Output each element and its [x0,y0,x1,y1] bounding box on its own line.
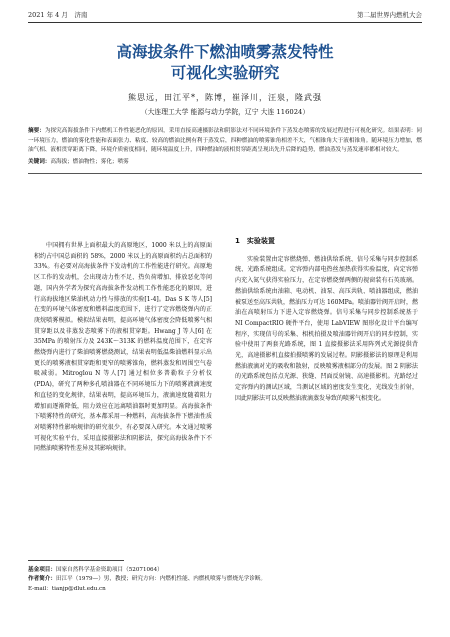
abstract-text: 为探究高海拔条件下内燃机工作性能恶化的原因，采用直接高速摄影法和阴影法对不同环境条件下蒸发态喷雾的发展过程进行可视化研究。结果表明：同一环境压力，燃油的雾化性能和表面张力、粘度、较高的燃油比例有利于蒸发后，四种燃油的喷雾锥角相差不大，气相锥角大于液相锥角。随环境压力增加，燃油气相、液相贯穿距离下降，环境介质密度相同，随环境温度上升，四种燃油的液相贯穿距离呈现出先升后降的趋势，燃油蒸发与蒸发速率都相对较大。 [28,128,422,154]
section-heading: 1 实验装置 [235,237,275,245]
email-text[interactable]: tianjp@dlut.edu.cn [51,585,106,592]
running-header [28,10,422,19]
email-label: E-mail： [28,585,52,592]
paper-title-line-1: 高海拔条件下燃油喷雾蒸发特性 [116,43,334,61]
abstract-divider [28,173,422,174]
abstract-label: 摘要： [28,128,45,134]
header-right: 第二届世界内燃机大会 [357,11,422,19]
body-column-left [34,241,212,455]
footnotes [28,566,422,594]
header-left: 2021 年 4 月 济南 [28,11,88,19]
header-rule [28,22,422,23]
title-block [0,42,450,116]
keywords-label: 关键词： [28,158,51,165]
author-bio-label: 作者简介： [28,576,56,583]
abstract [28,127,422,167]
body-column-right [235,236,418,405]
keywords [28,158,422,168]
fund-label: 基金项目： [28,567,56,573]
footnote-rule [28,560,124,561]
author-bio-text: 田江平（1979—）男，教授；研究方向：内燃机性能、内燃机喷雾与燃烧光学诊断。 [55,576,267,583]
paper-title-line-2: 可视化实验研究 [170,64,280,82]
setup-paragraph: 实验装置由定容燃烧弹、燃油供给系统、信号采集与同步控制系统、光路系统组成。定容弹内部电热丝加热获得实验温度，向定容弹内充入氮气获得实验压力，在定容燃烧弹两侧的视窗装有石英玻璃。燃油供给系统由油箱、电动机、油泵、高压共轨、喷油器组成，燃油被泵送至高压共轨，燃油压力可达 160MPa。喷油器针阀开启时，燃油在高喷射压力下进入定容燃烧弹。信号采集与同步控制系统基于 NI CompactRIO 硬件平台，使用 LabVIEW 图形化设计平台编写程序，实现信号的采集、相机拍摄及喷油器针阀开启的同步控制，实验中使用了两套光路系统，图 1 直接摄影法采用阵列式光源提供背光，高速摄影机直接拍摄喷雾的发展过程。阴影摄影法的原理是利用燃油液滴对光的吸收和散射，反映喷雾液相部分的发展。图 2 阴影法的光路系统包括点光源、狭缝、凹面反射镜、高速摄影机。光路经过定容弹内的测试区域，当测试区域的密度发生变化，光线发生折射，因此阴影法可以反映燃油液滴蒸发导致的喷雾气相变化。 [235,255,418,402]
affiliation: （大连理工大学 能源与动力学院，辽宁 大连 116024） [140,108,310,116]
keywords-text: 高海拔；燃油物性；雾化；喷雾 [50,158,129,165]
fund-text: 国家自然科学基金资助项目（52071064） [55,567,163,573]
author-list: 熊思远，田江平*，陈博，崔泽川，汪泉，隆武强 [128,93,322,102]
intro-paragraph: 中国拥有世界上面积最大的高原地区，1000 米以上的高原面积约占中国总面积的 58%，2000 米以上的高原面积约占总面积的 33%。有必要对高海拔条件下发动机的工作性能进行研究。高原地区工作的发动机，会出现动力性不足、热负荷增加、排放恶化等问题，国内外学者为探究高海拔条件发动机工作性能恶化的原因，进行高海拔地区柴油机动力性与排放的实验[1-4]。Das S K 等人[5] 在变的环境气体密度和燃料温度范围下，进行了定容燃烧弹内的正庚烷喷雾模拟。模拟结果表明，提高环境气体密度会降低喷雾气相贯穿距以及非蒸发态喷雾下的液相贯穿距。Hwang J 等人[6] 在 35MPa 的喷射压力及 243K～313K 的燃料温度范围下，在定容燃烧弹内进行了柴油喷雾燃烧测试，结果表明低温柴油燃料显示出更长的喷雾液相贯穿距和更窄的喷雾锥角，燃料蒸发和周围空气卷吸减弱。Mitroglou N 等人[7] 通过相位多普勒粒子分析仪(PDA)，研究了两种多孔喷油器在不同环境压力下的喷雾液滴速度和直径的变化规律，结果表明，提高环境压力，液滴速度随着阻力增加而逐渐降低，阻力效应在远离喷油器时更加明显。高海拔条件下喷雾特性的研究，基本都采用一种燃料，高海拔条件下燃油性质对喷雾特性影响规律的研究很少，有必要深入研究。本文通过喷雾可视化实验平台，采用直接摄影法和阴影法，探究高海拔条件下不同燃油喷雾特性差异及其影响规律。 [34,242,212,453]
